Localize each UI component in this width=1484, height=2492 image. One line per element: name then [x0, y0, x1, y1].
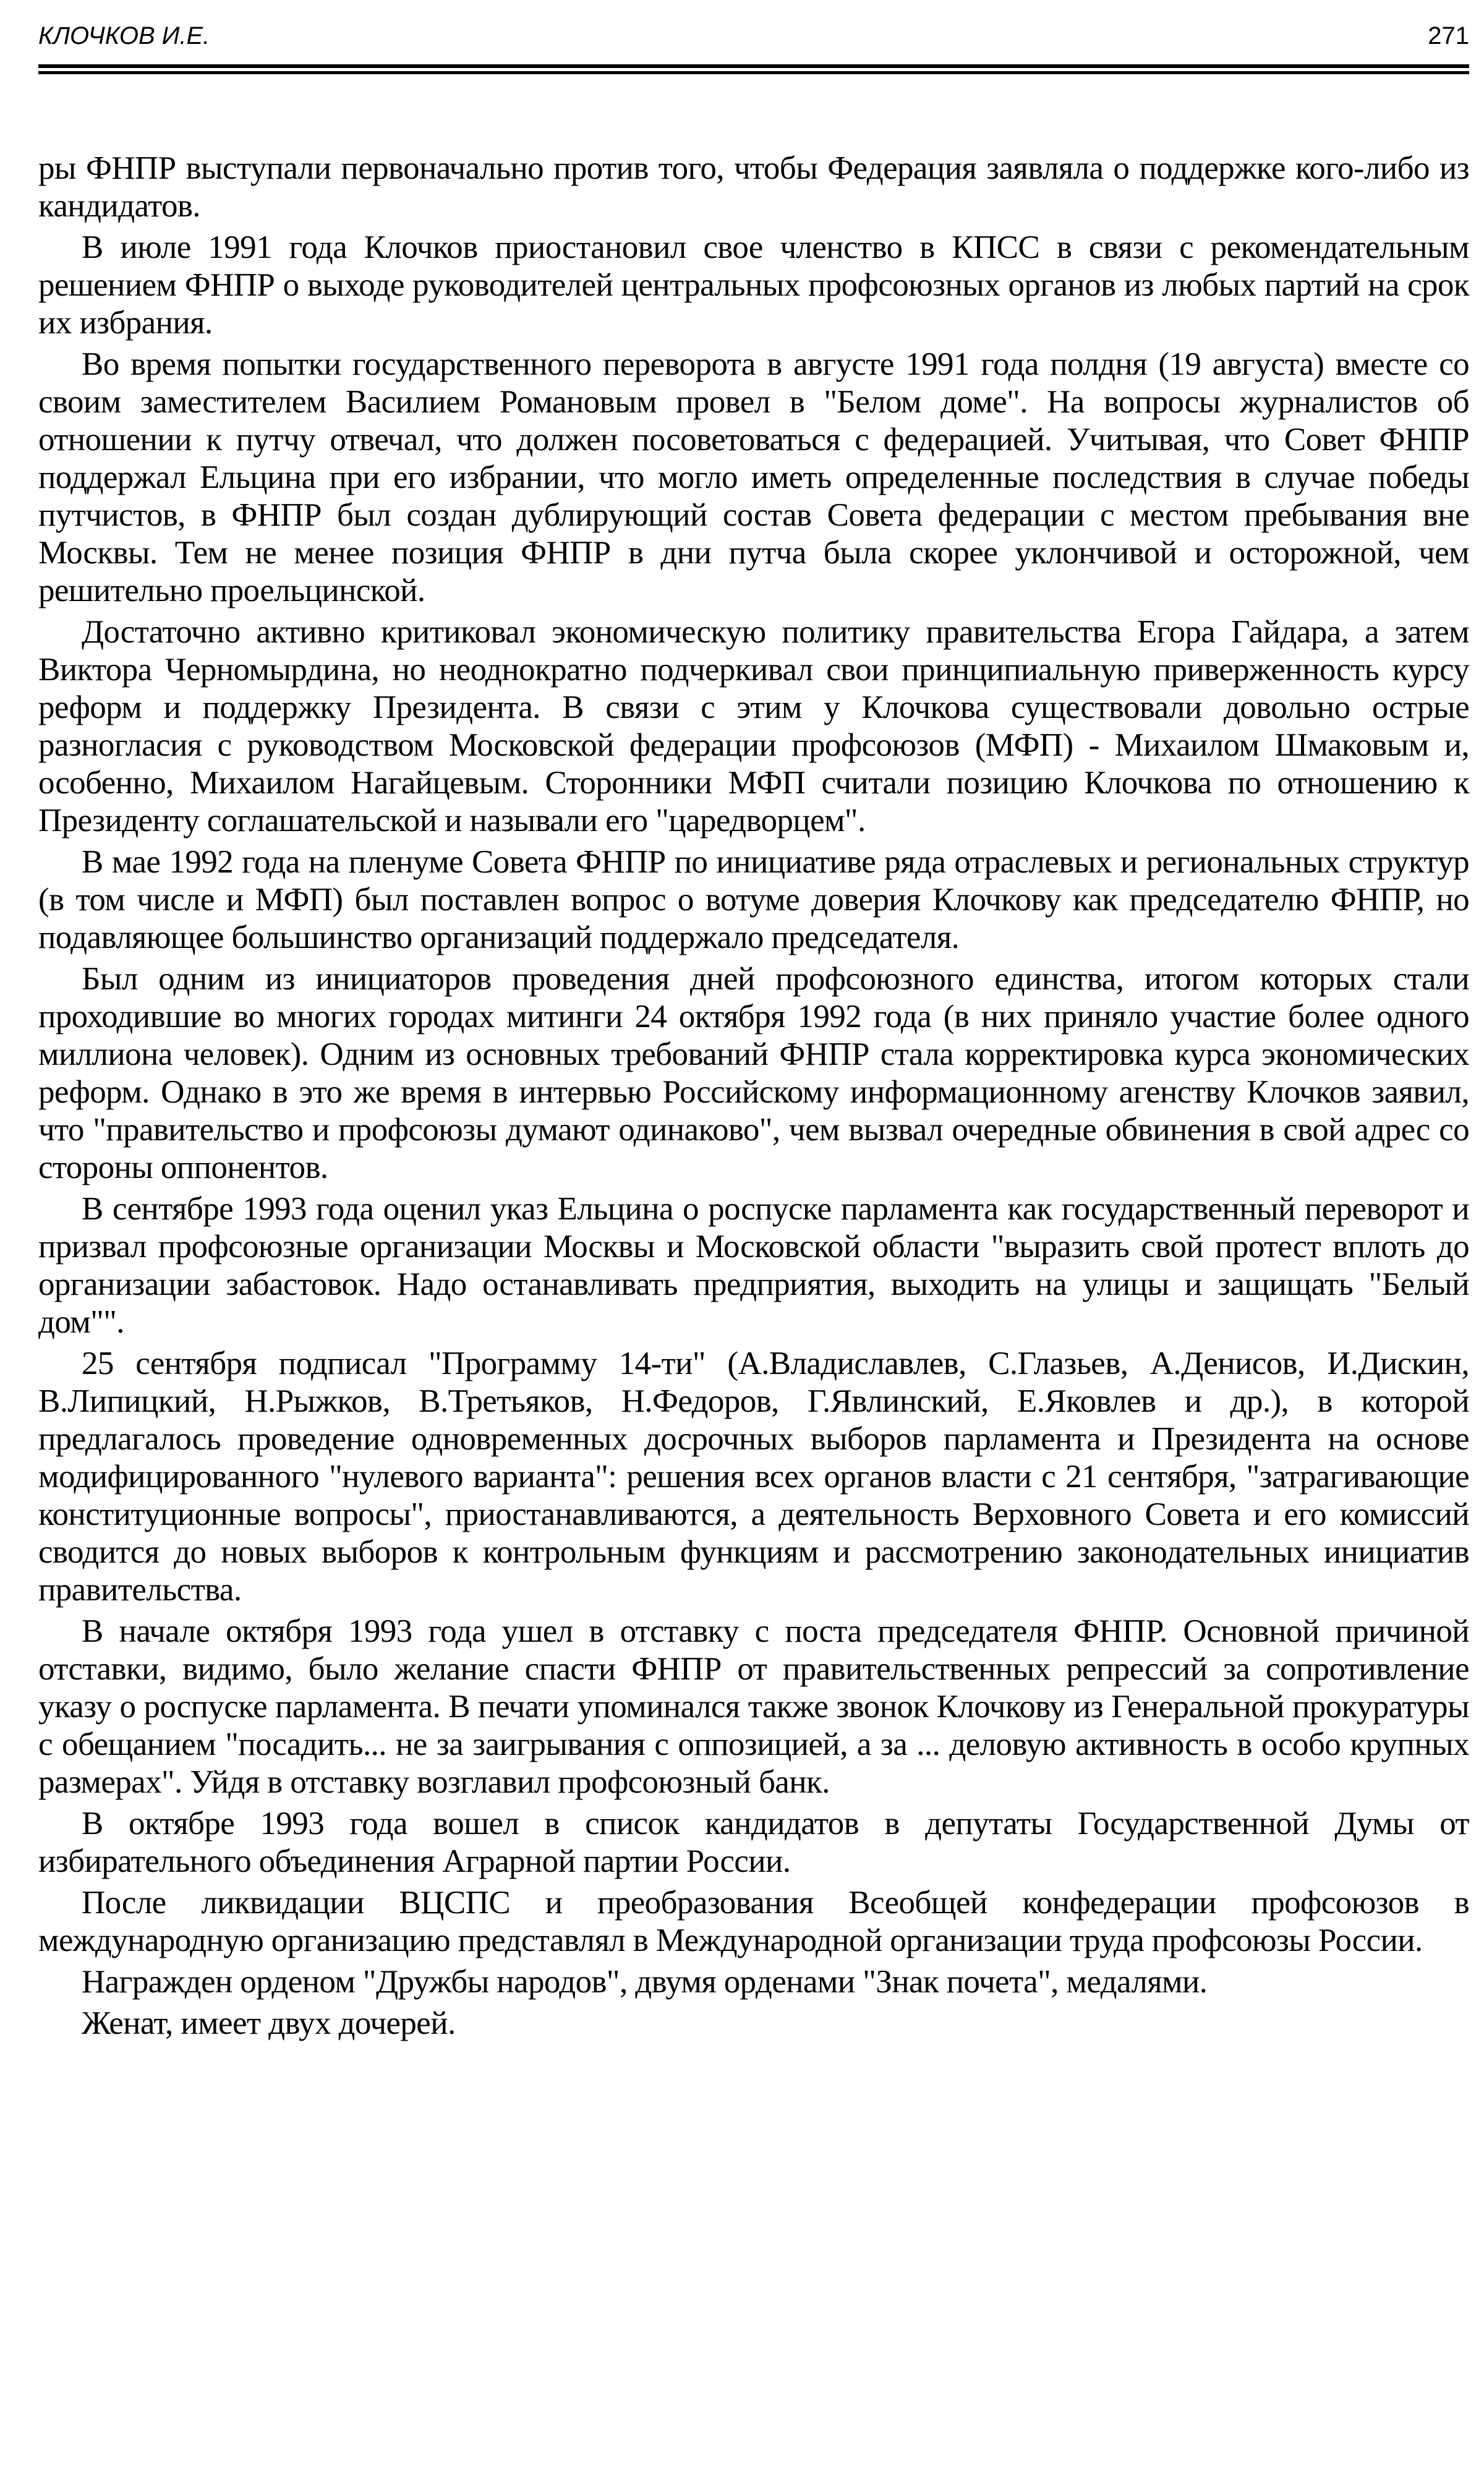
running-header [38, 17, 1469, 54]
running-header-author: КЛОЧКОВ И.Е. [38, 22, 210, 49]
paragraph: Достаточно активно критиковал экономическую политику правительства Егора Гайдара, а затем Виктора Черномырдина, но неоднократно подчеркивал свои принципиальную приверженность курсу реформ и поддержку Президента. В связи с этим у Клочкова существовали довольно острые разногласия с руководством Московской федерации профсоюзов (МФП) - Михаилом Шмаковым и, особенно, Михаилом Нагайцевым. Сторонники МФП считали позицию Клочкова по отношению к Президенту соглашательской и называли его "царедворцем". [38, 614, 1469, 838]
paragraph: Женат, имеет двух дочерей. [82, 2005, 456, 2041]
paragraph: Был одним из инициаторов проведения дней профсоюзного единства, итогом которых стали проходившие во многих городах митинги 24 октября 1992 года (в них приняло участие более одного миллиона человек). Одним из основных требований ФНПР стала корректировка курса экономических реформ. Однако в это же время в интервью Российскому информационному агенству Клочков заявил, что "правительство и профсоюзы думают одинаково", чем вызвал очередные обвинения в свой адрес со стороны оппонентов. [38, 961, 1469, 1185]
paragraph: ры ФНПР выступали первоначально против того, чтобы Федерация заявляла о поддержке кого-либо из кандидатов. [38, 150, 1469, 224]
paragraph: В октябре 1993 года вошел в список кандидатов в депутаты Государственной Думы от избирательного объединения Аграрной партии России. [38, 1806, 1469, 1879]
paragraph: Во время попытки государственного переворота в августе 1991 года полдня (19 августа) вместе со своим заместителем Василием Романовым провел в "Белом доме". На вопросы журналистов об отношении к путчу отвечал, что должен посоветоваться с федерацией. Учитывая, что Совет ФНПР поддержал Ельцина при его избрании, что могло иметь определенные последствия в случае победы путчистов, в ФНПР был создан дублирующий состав Совета федерации с местом пребывания вне Москвы. Тем не менее позиция ФНПР в дни путча была скорее уклончивой и осторожной, чем решительно проельцинской. [38, 346, 1469, 608]
paragraph: В мае 1992 года на пленуме Совета ФНПР по инициативе ряда отраслевых и региональных структур (в том числе и МФП) был поставлен вопрос о вотуме доверия Клочкову как председателю ФНПР, но подавляющее большинство организаций поддержало председателя. [38, 844, 1469, 955]
body-text [38, 150, 1469, 2046]
header-rule-top [38, 64, 1469, 68]
paragraph: В июле 1991 года Клочков приостановил свое членство в КПСС в связи с рекомендательным решением ФНПР о выходе руководителей центральных профсоюзных органов из любых партий на срок их избрания. [38, 229, 1469, 341]
header-rule-bottom [38, 71, 1469, 74]
paragraph: После ликвидации ВЦСПС и преобразования Всеобщей конфедерации профсоюзов в международную организацию представлял в Международной организации труда профсоюзы России. [38, 1885, 1469, 1958]
paragraph: В начале октября 1993 года ушел в отставку с поста председателя ФНПР. Основной причиной отставки, видимо, было желание спасти ФНПР от правительственных репрессий за сопротивление указу о роспуске парламента. В печати упоминался также звонок Клочкову из Генеральной прокуратуры с обещанием "посадить... не за заигрывания с оппозицией, а за ... деловую активность в особо крупных размерах". Уйдя в отставку возглавил профсоюзный банк. [38, 1613, 1469, 1800]
page-number: 271 [1428, 22, 1469, 49]
paragraph: 25 сентября подписал "Программу 14-ти" (А.Владиславлев, С.Глазьев, А.Денисов, И.Дискин, В.Липицкий, Н.Рыжков, В.Третьяков, Н.Федоров, Г.Явлинский, Е.Яковлев и др.), в которой предлагалось проведение одновременных досрочных выборов парламента и Президента на основе модифицированного "нулевого варианта": решения всех органов власти с 21 сентября, "затрагивающие конституционные вопросы", приостанавливаются, а деятельность Верховного Совета и его комиссий сводится до новых выборов к контрольным функциям и рассмотрению законодательных инициатив правительства. [38, 1346, 1469, 1608]
paragraph: Награжден орденом "Дружбы народов", двумя орденами "Знак почета", медалями. [82, 1964, 1208, 2000]
paragraph: В сентябре 1993 года оценил указ Ельцина о роспуске парламента как государственный переворот и призвал профсоюзные организации Москвы и Московской области "выразить свой протест вплоть до организации забастовок. Надо останавливать предприятия, выходить на улицы и защищать "Белый дом"". [38, 1191, 1469, 1340]
